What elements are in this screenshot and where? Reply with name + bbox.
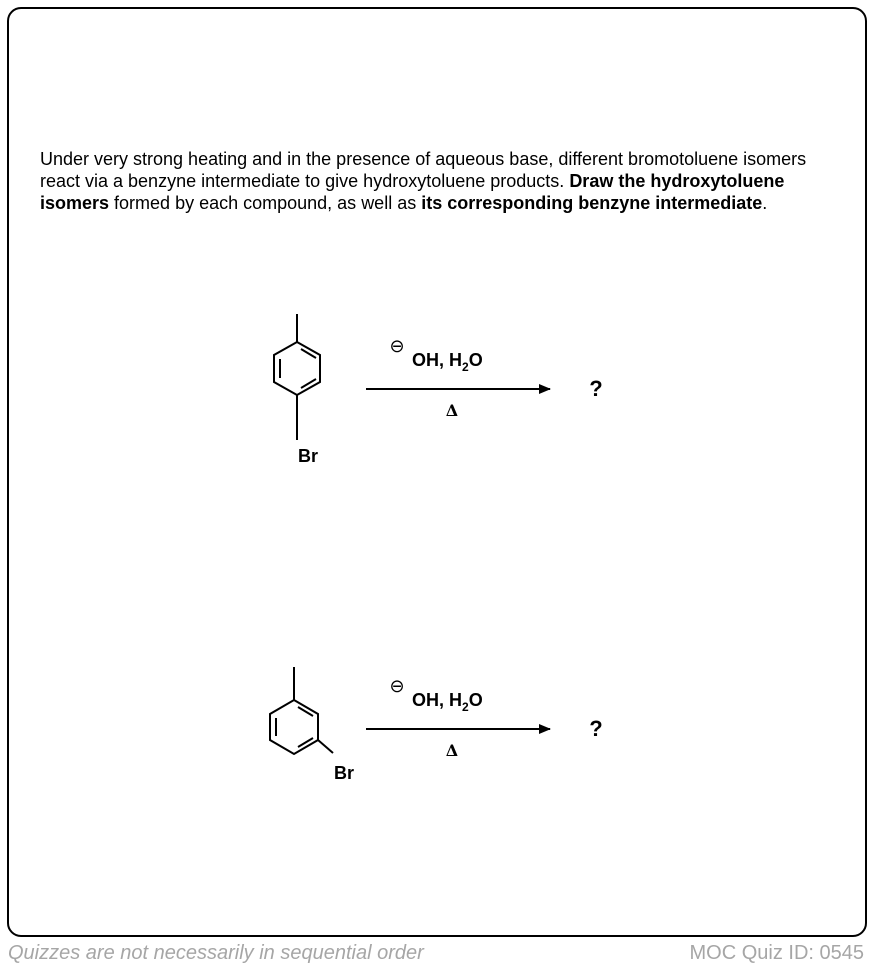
ring-double-bond [298, 738, 313, 747]
bromine-label: Br [297, 446, 319, 466]
reagent-label [412, 690, 483, 714]
reagent-subscript: 2 [462, 360, 469, 374]
reaction-1 [274, 314, 603, 466]
reagent-label [412, 350, 483, 374]
meta-bromotoluene-structure [270, 667, 333, 754]
para-bromotoluene-structure [274, 314, 320, 440]
hydroxide-charge: ⊖ [389, 336, 405, 357]
question-text-part-3: . [762, 193, 768, 213]
benzene-ring [270, 700, 318, 754]
reagent-o: O [468, 690, 483, 710]
question-text-part-1: Under very strong heating and in the presence of aqueous base, different bromotoluene isomers react via a benzyne intermediate to give hydroxytoluene products. [40, 149, 807, 191]
footer-disclaimer: Quizzes are not necessarily in sequential order [8, 942, 424, 964]
reagent-o: O [468, 350, 483, 370]
product-placeholder: ? [589, 376, 603, 401]
heat-symbol: Δ [445, 401, 459, 420]
heat-symbol: Δ [445, 741, 459, 760]
reaction-2 [270, 667, 603, 783]
reagent-oh: OH, H [412, 690, 463, 710]
bromine-bond [318, 740, 333, 753]
question-bold-part-1: Draw the hydroxytoluene isomers [40, 171, 785, 213]
hydroxide-charge: ⊖ [389, 676, 405, 697]
bromine-label: Br [333, 763, 355, 783]
ring-double-bond [298, 707, 313, 716]
question-bold-part-2: its corresponding benzyne intermediate [421, 193, 763, 213]
question-text-part-2: formed by each compound, as well as [109, 193, 422, 213]
reagent-subscript: 2 [462, 700, 469, 714]
quiz-id: MOC Quiz ID: 0545 [689, 942, 864, 964]
reagent-oh: OH, H [412, 350, 463, 370]
product-placeholder: ? [589, 716, 603, 741]
